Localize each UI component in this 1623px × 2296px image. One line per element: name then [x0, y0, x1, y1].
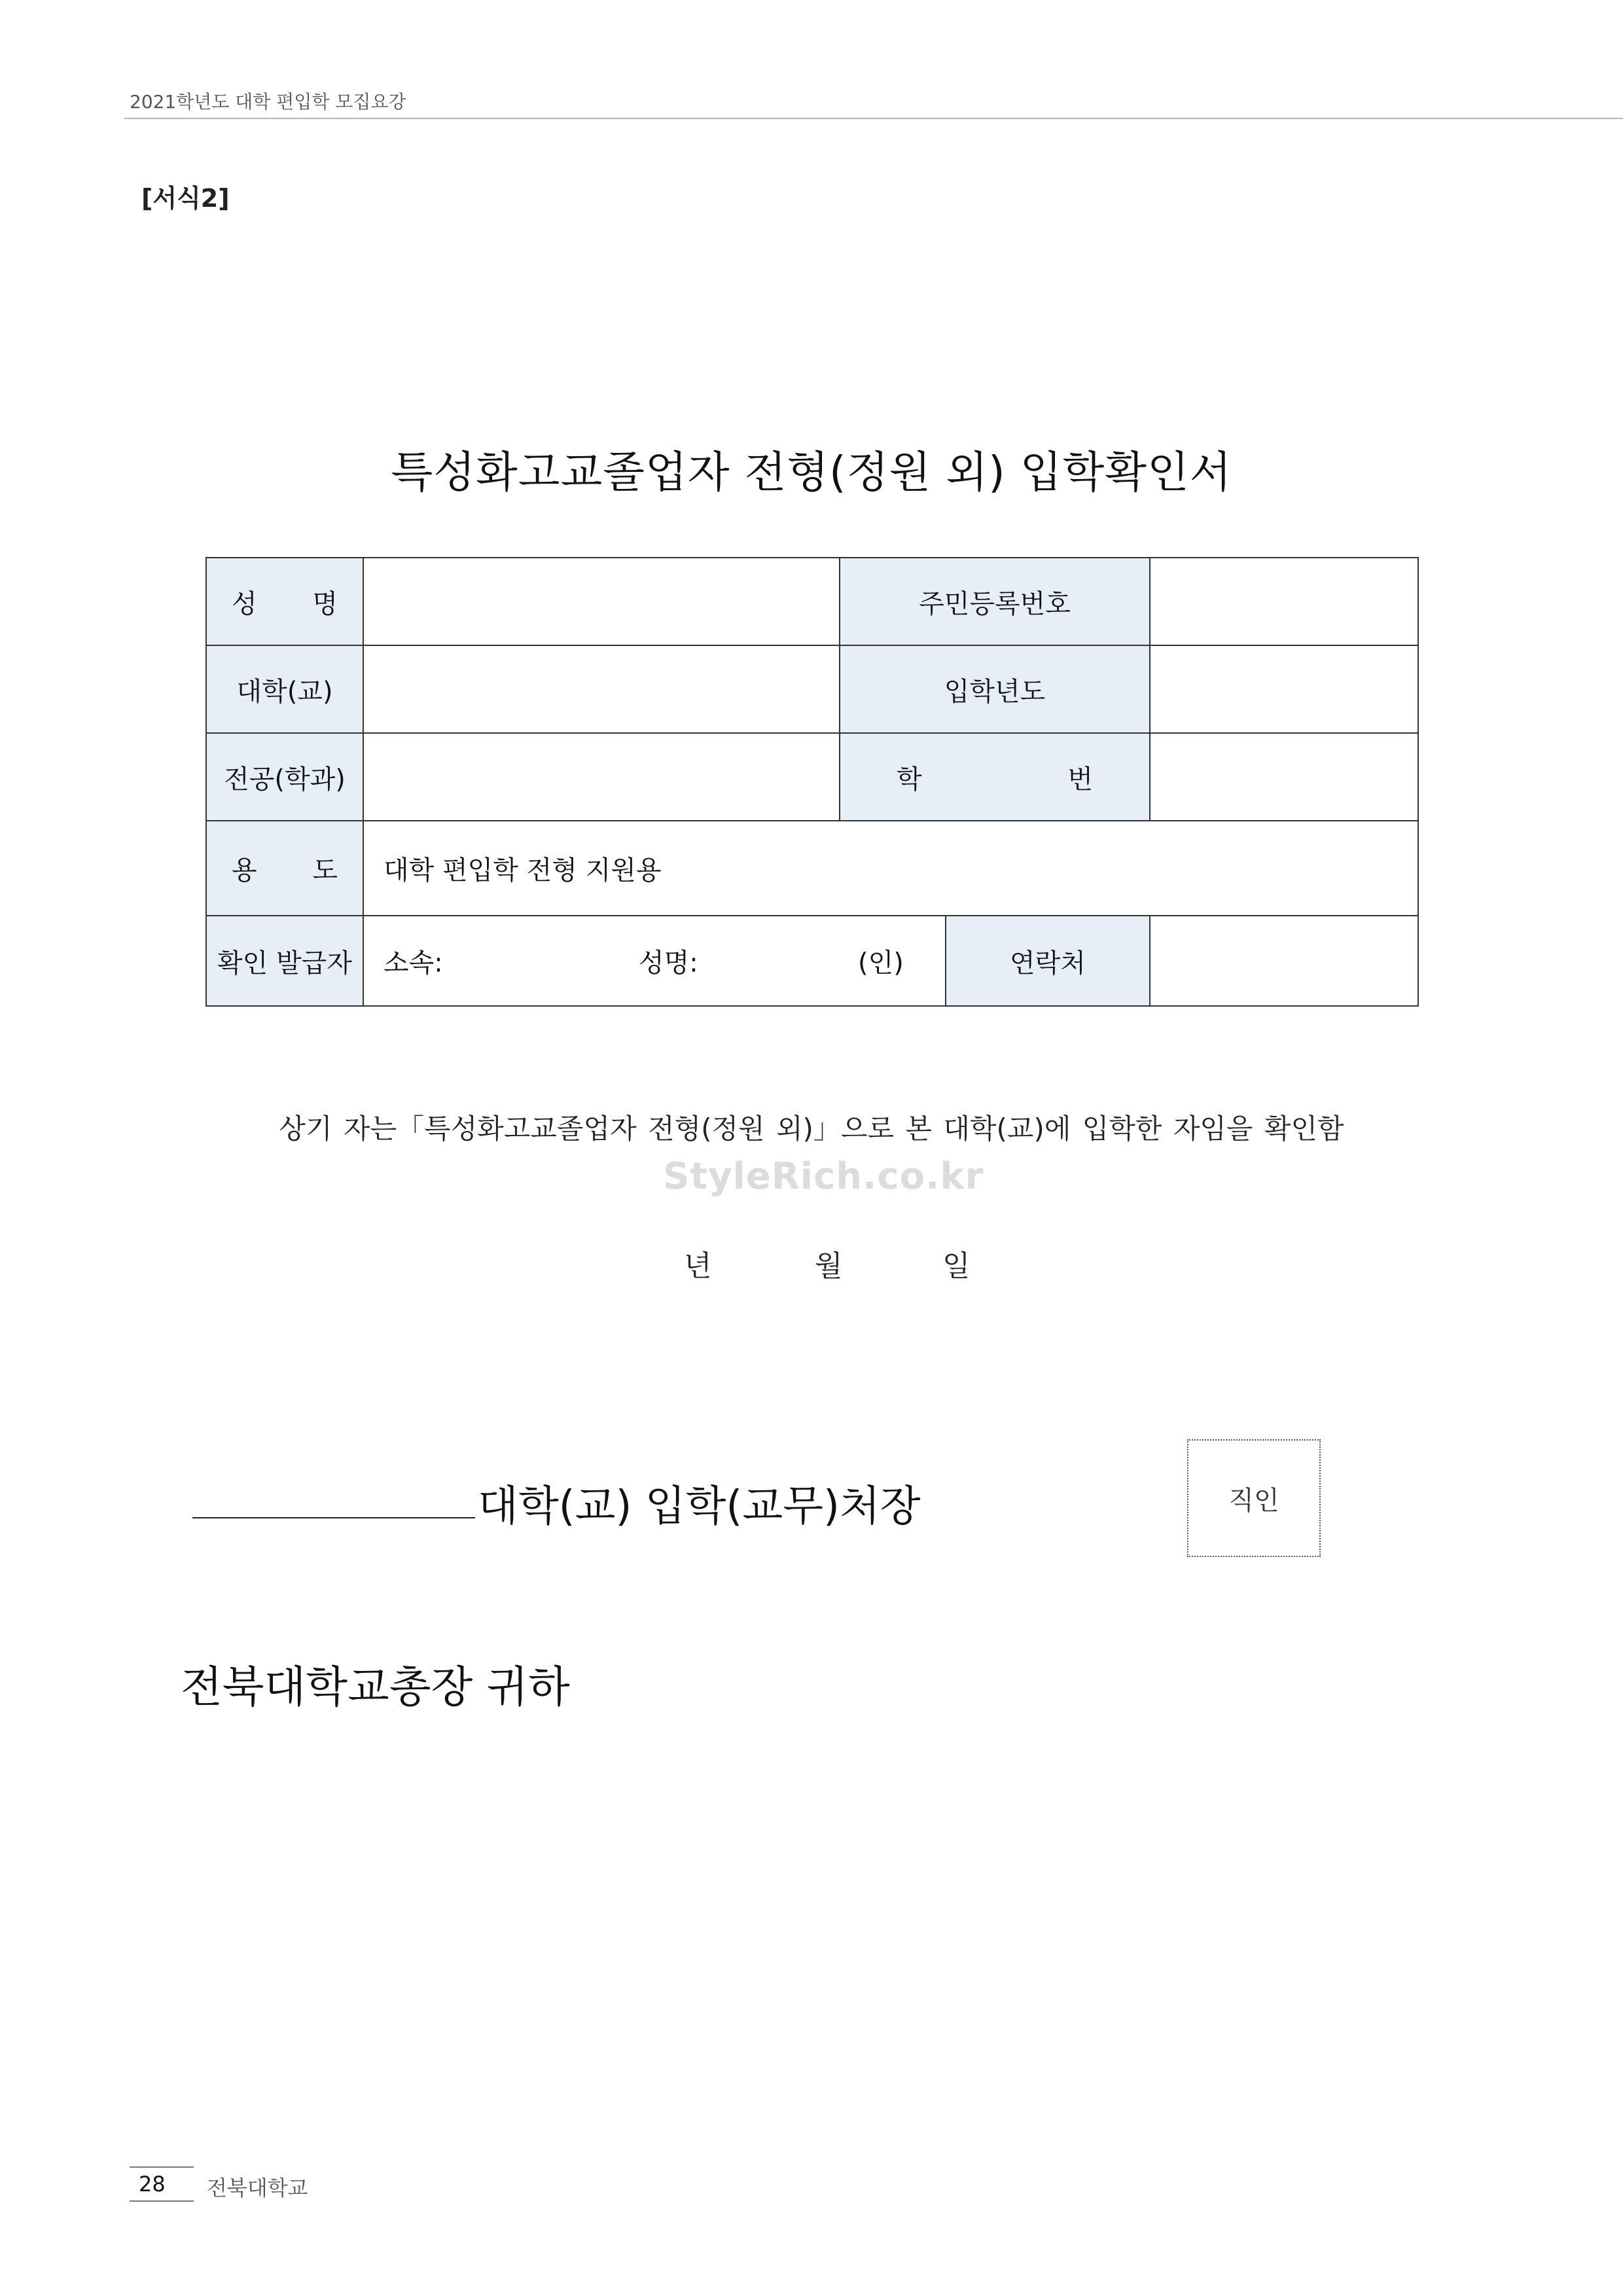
date-day: 일 [942, 1249, 971, 1283]
footer-divider-top [130, 2166, 194, 2168]
issuer-seal-label: (인) [858, 948, 904, 978]
issuer-name-label: 성명: [639, 948, 698, 978]
footer-divider-bottom [130, 2200, 194, 2202]
date-month: 월 [815, 1249, 843, 1283]
major-field[interactable] [363, 733, 840, 821]
page-number: 28 [139, 2172, 166, 2197]
signatory-title: 대학(교) 입학(교무)처장 [478, 1482, 921, 1531]
row-major [206, 733, 1418, 821]
header-text: 2021학년도 대학 편입학 모집요강 [130, 91, 406, 113]
university-field[interactable] [363, 645, 840, 733]
confirmation-form-table [205, 557, 1419, 1007]
purpose-label: 용 도 [206, 821, 363, 916]
issuer-affiliation-label: 소속: [383, 948, 443, 978]
row-name [206, 558, 1418, 645]
header-divider [124, 118, 1623, 119]
major-label: 전공(학과) [206, 733, 363, 821]
footer-school-name: 전북대학교 [207, 2176, 308, 2200]
form-number-label: [서식2] [141, 184, 230, 213]
student-number-label: 학 번 [840, 733, 1150, 821]
seal-label: 직인 [1228, 1485, 1279, 1516]
watermark-text: StyleRich.co.kr [663, 1155, 984, 1198]
entry-year-field[interactable] [1150, 645, 1418, 733]
row-university [206, 645, 1418, 733]
name-field[interactable] [363, 558, 840, 645]
issuer-field[interactable] [363, 916, 946, 1006]
contact-field[interactable] [1150, 916, 1418, 1006]
date-year: 년 [684, 1249, 712, 1283]
confirmation-statement: 상기 자는「특성화고교졸업자 전형(정원 외)」으로 본 대학(교)에 입학한 자임을 확인함 [279, 1113, 1344, 1145]
contact-label: 연락처 [946, 916, 1150, 1006]
rrn-label: 주민등록번호 [840, 558, 1150, 645]
official-seal-box [1187, 1439, 1321, 1557]
rrn-field[interactable] [1150, 558, 1418, 645]
row-purpose [206, 821, 1418, 916]
entry-year-label: 입학년도 [840, 645, 1150, 733]
document-title: 특성화고교졸업자 전형(정원 외) 입학확인서 [391, 447, 1232, 497]
signatory-underline[interactable] [192, 1517, 475, 1518]
purpose-value: 대학 편입학 전형 지원용 [363, 821, 1418, 916]
student-number-field[interactable] [1150, 733, 1418, 821]
issuer-label: 확인 발급자 [206, 916, 363, 1006]
recipient-line: 전북대학교총장 귀하 [181, 1662, 570, 1712]
university-label: 대학(교) [206, 645, 363, 733]
name-label: 성 명 [206, 558, 363, 645]
row-issuer [206, 916, 1418, 1006]
